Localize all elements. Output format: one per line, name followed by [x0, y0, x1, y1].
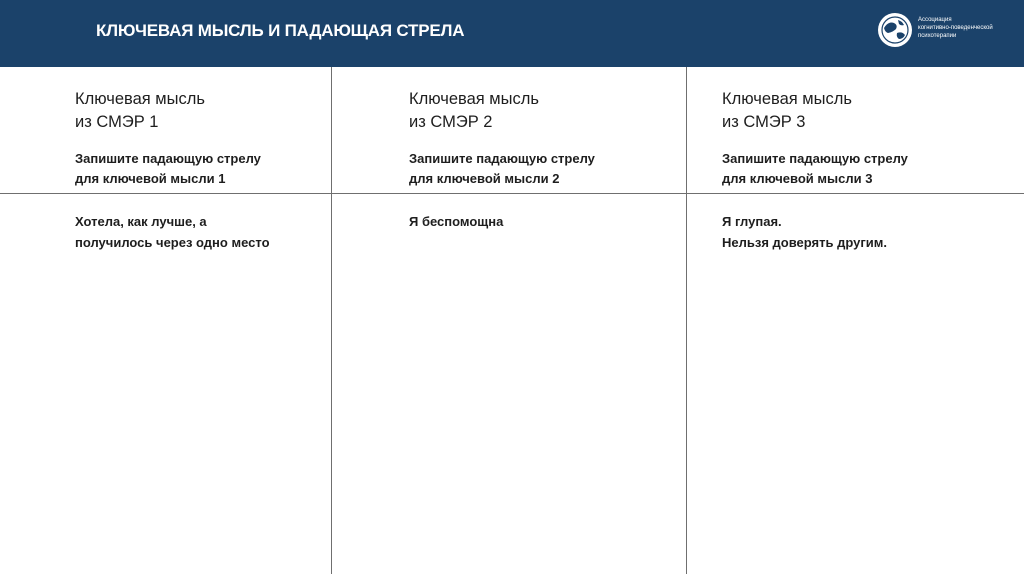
column-divider-2 — [686, 67, 687, 574]
column-1-heading-line-1: Ключевая мысль — [75, 90, 205, 108]
column-3-answer — [722, 211, 887, 253]
column-1-answer-line-1: Хотела, как лучше, а — [75, 214, 207, 229]
association-logo — [876, 11, 1016, 51]
column-3-heading-line-2: из СМЭР 3 — [722, 113, 806, 131]
column-1-heading-line-2: из СМЭР 1 — [75, 113, 159, 131]
logo-line-3: психотерапии — [918, 33, 957, 39]
column-1-instruction — [75, 149, 261, 189]
column-2-heading — [409, 88, 539, 134]
column-2-instruction — [409, 149, 595, 189]
column-1-answer-line-2: получилось через одно место — [75, 235, 270, 250]
logo-line-2: когнитивно-поведенческой — [918, 25, 993, 31]
column-2-answer — [409, 211, 503, 232]
column-3-instruction-line-1: Запишите падающую стрелу — [722, 151, 908, 166]
column-divider-1 — [331, 67, 332, 574]
column-3-heading-line-1: Ключевая мысль — [722, 90, 852, 108]
column-2-instruction-line-2: для ключевой мысли 2 — [409, 171, 560, 186]
column-2-instruction-line-1: Запишите падающую стрелу — [409, 151, 595, 166]
logo-line-1: Ассоциация — [918, 17, 952, 23]
column-3-instruction-line-2: для ключевой мысли 3 — [722, 171, 873, 186]
column-1-heading — [75, 88, 205, 134]
column-2-heading-line-2: из СМЭР 2 — [409, 113, 493, 131]
header-bar — [0, 0, 1024, 67]
column-3-answer-line-2: Нельзя доверять другим. — [722, 235, 887, 250]
slide-title: КЛЮЧЕВАЯ МЫСЛЬ И ПАДАЮЩАЯ СТРЕЛА — [96, 21, 465, 40]
column-2-answer-line-1: Я беспомощна — [409, 214, 504, 229]
column-1-answer — [75, 211, 270, 253]
row-divider — [0, 193, 1024, 194]
column-3-instruction — [722, 149, 908, 189]
column-2-heading-line-1: Ключевая мысль — [409, 90, 539, 108]
column-1-instruction-line-2: для ключевой мысли 1 — [75, 171, 226, 186]
globe-logo-icon — [876, 11, 914, 49]
column-1-instruction-line-1: Запишите падающую стрелу — [75, 151, 261, 166]
column-3-answer-line-1: Я глупая. — [722, 214, 782, 229]
column-3-heading — [722, 88, 852, 134]
